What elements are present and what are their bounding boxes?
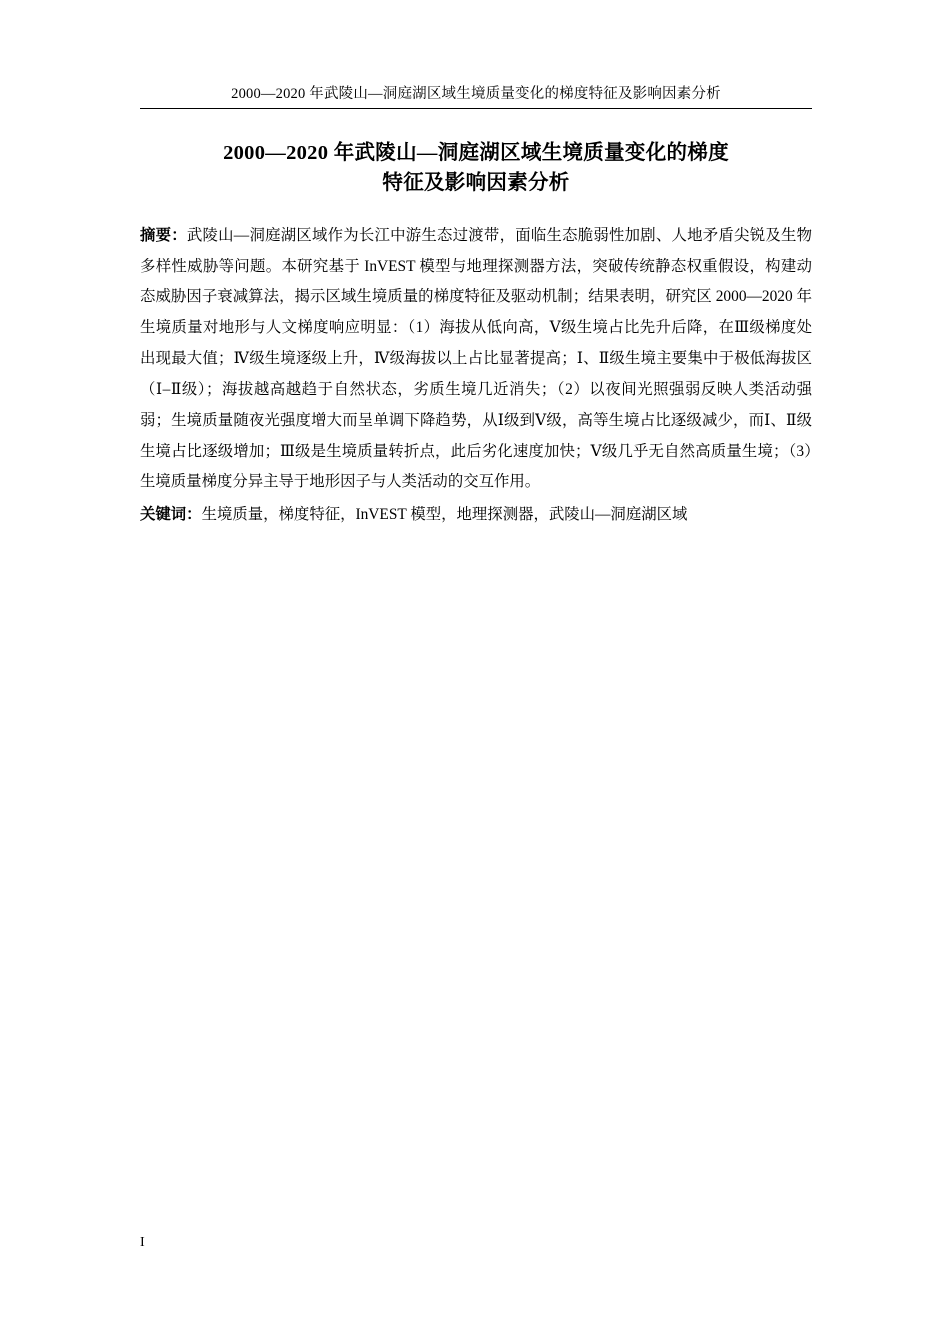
abstract-label: 摘要： (140, 226, 187, 244)
title-line-1: 2000—2020 年武陵山—洞庭湖区域生境质量变化的梯度 (223, 142, 729, 165)
keywords-paragraph (140, 500, 812, 531)
title-line-2: 特征及影响因素分析 (382, 172, 570, 195)
running-header: 2000—2020 年武陵山—洞庭湖区域生境质量变化的梯度特征及影响因素分析 (140, 86, 812, 109)
abstract-paragraph (140, 221, 812, 498)
abstract-body: 武陵山—洞庭湖区域作为长江中游生态过渡带，面临生态脆弱性加剧、人地矛盾尖锐及生物多样性威胁等问题。本研究基于 InVEST 模型与地理探测器方法，突破传统静态权重假设，构建动态威胁因子衰减算法，揭示区域生境质量的梯度特征及驱动机制；结果表明，研究区 2000—2020 年生境质量对地形与人文梯度响应明显：（1）海拔从低向高，Ⅴ级生境占比先升后降，在Ⅲ级梯度处出现最大值；Ⅳ级生境逐级上升，Ⅳ级海拔以上占比显著提高；Ⅰ、Ⅱ级生境主要集中于极低海拔区（Ⅰ–Ⅱ级）；海拔越高越趋于自然状态，劣质生境几近消失；（2）以夜间光照强弱反映人类活动强弱；生境质量随夜光强度增大而呈单调下降趋势，从Ⅰ级到Ⅴ级，高等生境占比逐级减少，而Ⅰ、Ⅱ级生境占比逐级增加；Ⅲ级是生境质量转折点，此后劣化速度加快；Ⅴ级几乎无自然高质量生境；（3）生境质量梯度分异主导于地形因子与人类活动的交互作用。 (140, 226, 812, 491)
page-content (140, 86, 812, 531)
keywords-label: 关键词： (140, 506, 202, 524)
keywords-body: 生境质量，梯度特征，InVEST 模型，地理探测器，武陵山—洞庭湖区域 (201, 506, 688, 524)
page-number: I (140, 1235, 145, 1250)
page-title (140, 139, 812, 198)
